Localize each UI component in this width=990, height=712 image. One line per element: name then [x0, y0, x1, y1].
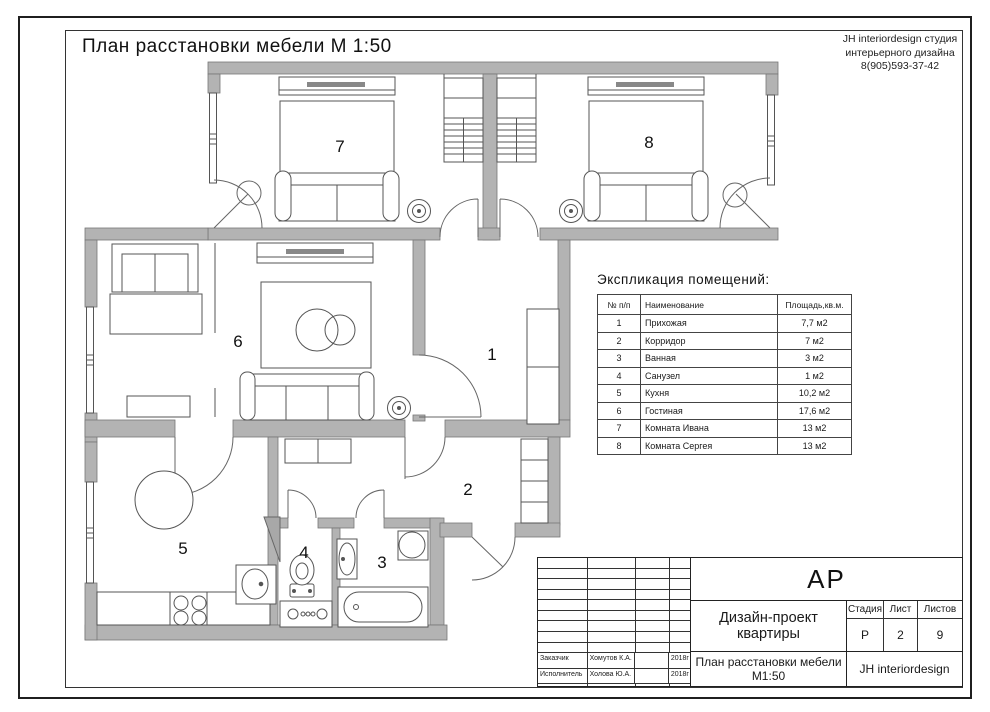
table-row [598, 420, 852, 438]
bathtub [338, 587, 428, 627]
cell-name: Ванная [641, 350, 778, 368]
sheet-number: 2 [884, 619, 918, 651]
explication-title: Экспликация помещений: [597, 272, 770, 287]
cell-num: 1 [598, 315, 641, 333]
door-room7 [440, 199, 478, 237]
stage-value: Р [847, 619, 884, 651]
window-room8 [767, 95, 775, 185]
title-block-main [691, 558, 962, 686]
table-row [598, 385, 852, 403]
cell-num: 4 [598, 367, 641, 385]
title-block-signatures [538, 558, 691, 686]
tv-unit-room6 [257, 243, 373, 263]
table-row [598, 315, 852, 333]
cell-area: 3 м2 [778, 350, 852, 368]
executor-signature [635, 669, 669, 683]
drawing-title: План расстановки мебели М1:50 [691, 652, 847, 686]
customer-signature [635, 653, 669, 667]
table-row [598, 332, 852, 350]
table-row [598, 402, 852, 420]
cell-name: Корридор [641, 332, 778, 350]
customer-year: 2018г [670, 655, 689, 663]
room-label-7: 7 [335, 137, 345, 156]
door-room7-balcony [214, 180, 262, 228]
window-room7 [209, 93, 217, 183]
furniture-room7 [275, 77, 431, 223]
executor-year: 2018г [670, 670, 689, 678]
window-room6 [86, 307, 94, 413]
cell-name: Комната Ивана [641, 420, 778, 438]
armchair-room6 [112, 244, 198, 292]
cell-area: 7 м2 [778, 332, 852, 350]
room-label-1: 1 [487, 345, 497, 364]
corner-basin [398, 531, 428, 560]
title-block [537, 557, 963, 687]
cell-num: 3 [598, 350, 641, 368]
ceiling-light-room6 [388, 397, 411, 420]
explication-header-row [598, 295, 852, 315]
sofa-room8 [584, 171, 708, 221]
table-row [598, 350, 852, 368]
stage-label: Стадия [847, 601, 884, 618]
cell-area: 13 м2 [778, 420, 852, 438]
studio-info-line1: JH interiordesign студия [842, 33, 958, 45]
page-title: План расстановки мебели М 1:50 [82, 36, 392, 57]
door-wc [288, 490, 316, 518]
executor-name: Холова Ю.А. [588, 669, 636, 683]
project-code: АР [691, 558, 962, 601]
door-room8 [500, 199, 538, 237]
cell-name: Гостиная [641, 402, 778, 420]
room-label-5: 5 [178, 539, 188, 558]
room-label-3: 3 [377, 553, 387, 572]
tv-unit-room7 [279, 77, 395, 95]
bath-sink [337, 539, 357, 579]
table-room6 [261, 282, 371, 368]
table-row [598, 367, 852, 385]
cell-name: Комната Сергея [641, 437, 778, 455]
executor-row [538, 669, 690, 684]
executor-label: Исполнитель [538, 669, 588, 683]
room-label-6: 6 [233, 332, 243, 351]
desk-room6 [127, 396, 190, 417]
door-entrance [472, 537, 515, 580]
shoe-cabinet-corridor [285, 439, 351, 463]
window-kitchen [86, 482, 94, 583]
sofa-room7 [275, 171, 399, 221]
customer-row [538, 653, 690, 668]
door-bath [356, 490, 384, 518]
wardrobe-hall-lower [527, 367, 559, 424]
room-label-8: 8 [644, 133, 654, 152]
stage-sheet-table [847, 601, 962, 651]
explication-table [597, 294, 852, 455]
kitchen-sink [236, 565, 276, 604]
furniture-wc [280, 555, 332, 627]
sheets-label: Листов [923, 604, 957, 615]
furniture-room8 [560, 77, 709, 223]
furniture-bath [337, 531, 428, 627]
customer-label: Заказчик [538, 653, 588, 667]
cell-area: 17,6 м2 [778, 402, 852, 420]
room-label-4: 4 [299, 543, 309, 562]
sheet-label: Лист [884, 601, 918, 618]
sheets-total: 9 [936, 628, 944, 642]
cell-num: 7 [598, 420, 641, 438]
cell-area: 7,7 м2 [778, 315, 852, 333]
room-label-2: 2 [463, 480, 473, 499]
tv-unit-room8 [588, 77, 704, 95]
wardrobe-hall-upper [527, 309, 559, 367]
shelf-corridor [521, 439, 548, 523]
cell-name: Кухня [641, 385, 778, 403]
explication-section [597, 272, 844, 455]
table-row [598, 437, 852, 455]
bed-room6 [110, 294, 202, 334]
studio-name: JH interiordesign [859, 662, 950, 676]
furniture-room6 [110, 243, 411, 420]
col-header-area: Площадь,кв.м. [778, 295, 852, 315]
ceiling-light-room7 [408, 200, 431, 223]
ceiling-light-room8 [560, 200, 583, 223]
door-room6 [419, 355, 481, 417]
cell-name: Санузел [641, 367, 778, 385]
cell-area: 10,2 м2 [778, 385, 852, 403]
door-room8-balcony [720, 178, 770, 228]
studio-info-line3: 8(905)593-37-42 [860, 60, 940, 73]
studio-info-line2: интерьерного дизайна [845, 46, 955, 59]
cell-num: 8 [598, 437, 641, 455]
sofa-room6 [240, 372, 374, 420]
kitchen-table [135, 471, 193, 529]
col-header-name: Наименование [641, 295, 778, 315]
cell-area: 13 м2 [778, 437, 852, 455]
customer-name: Хомутов К.А. [588, 653, 636, 667]
cell-num: 2 [598, 332, 641, 350]
cell-area: 1 м2 [778, 367, 852, 385]
project-name: Дизайн-проект квартиры [691, 601, 847, 651]
cell-name: Прихожая [641, 315, 778, 333]
door-corridor [405, 437, 445, 479]
cell-num: 6 [598, 402, 641, 420]
col-header-num: № п/п [598, 295, 641, 315]
cell-num: 5 [598, 385, 641, 403]
washing-machine [280, 601, 332, 627]
